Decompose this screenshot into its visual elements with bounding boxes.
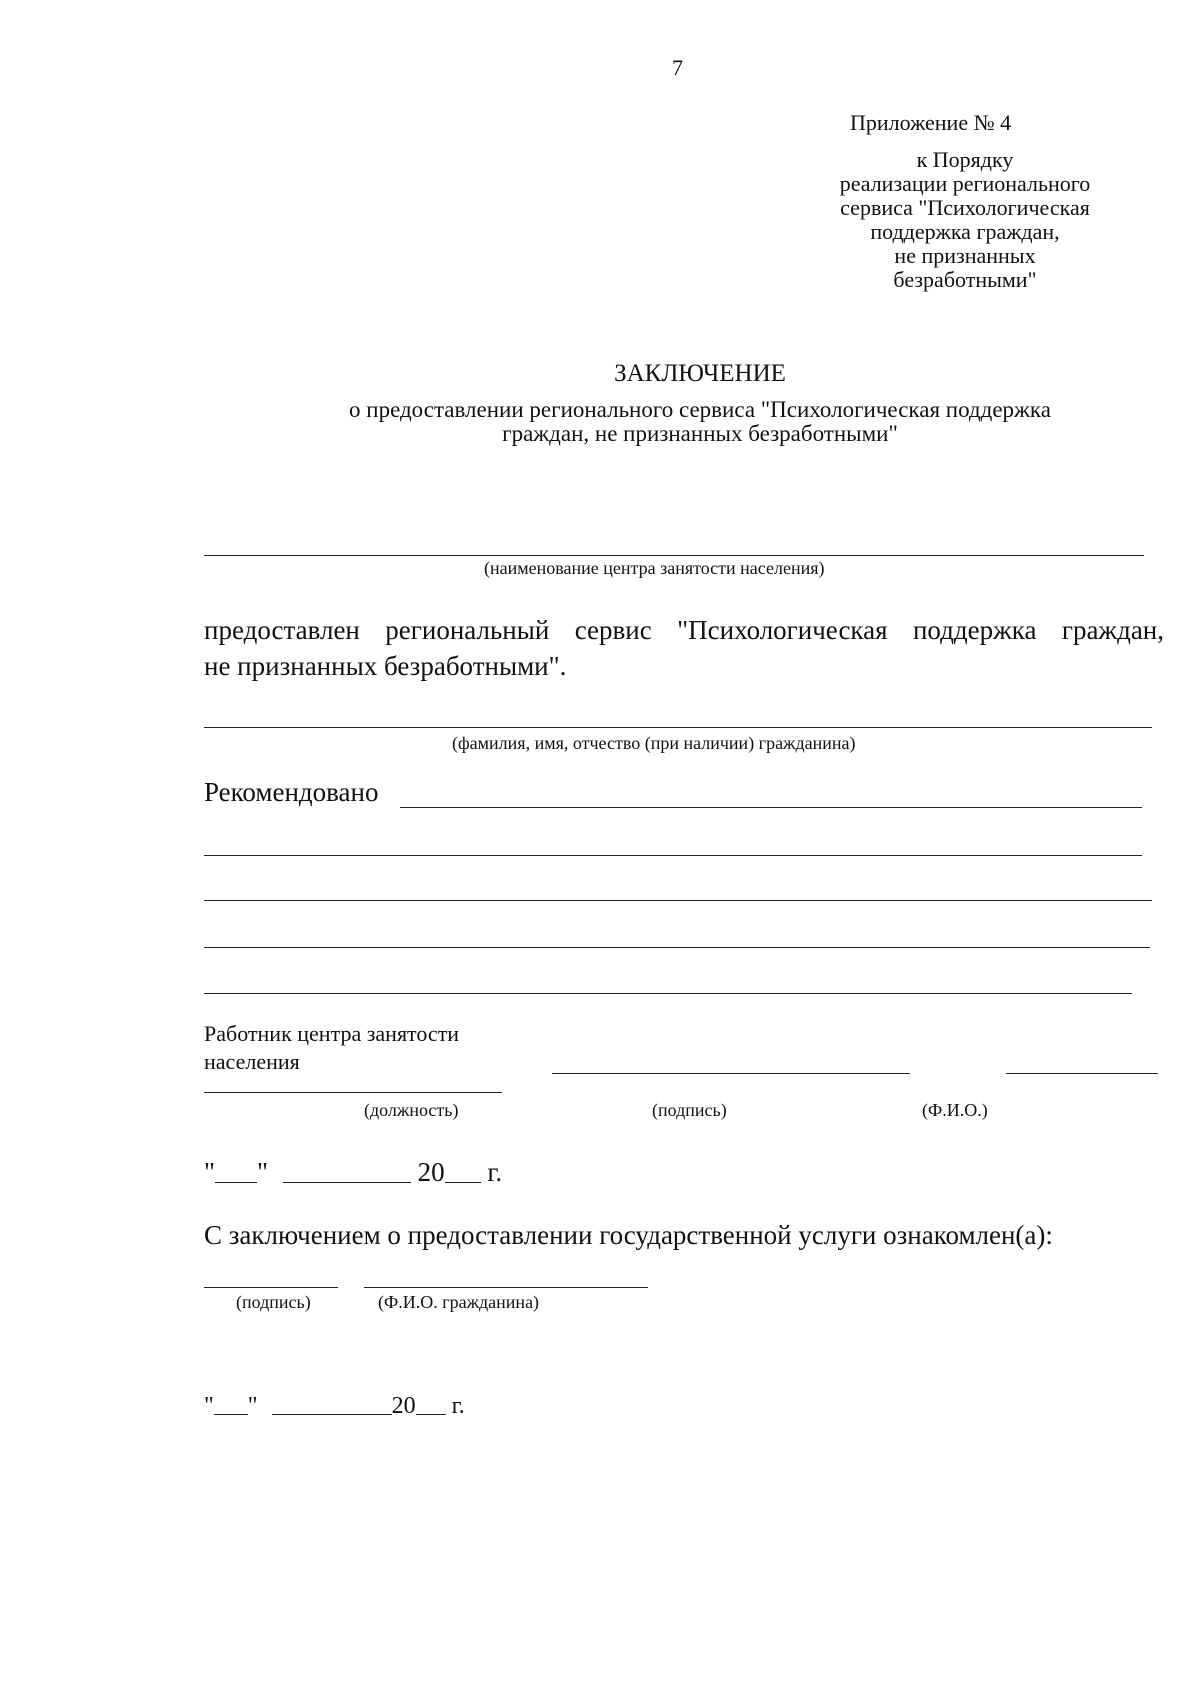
appendix-line: безработными": [893, 267, 1037, 292]
center-name-line[interactable]: [204, 555, 1144, 556]
appendix-title: Приложение № 4: [850, 110, 1012, 135]
date-year-blank[interactable]: [445, 1182, 481, 1183]
appendix-reference: [780, 148, 1150, 292]
recommended-line-1[interactable]: [400, 807, 1142, 808]
appendix-line: к Порядку: [916, 147, 1014, 172]
position-caption: (должность): [364, 1100, 459, 1120]
citizen-name-line[interactable]: [204, 727, 1152, 728]
ack-date-year-suffix: г.: [451, 1393, 465, 1419]
document-subtitle: [200, 398, 1200, 446]
ack-date-field: [204, 1393, 465, 1420]
citizen-name-caption: (фамилия, имя, отчество (при наличии) гражданина): [452, 733, 856, 753]
document-title: ЗАКЛЮЧЕНИЕ: [614, 360, 786, 387]
worker-label-line-2: населения: [204, 1049, 300, 1074]
ack-date-month-blank[interactable]: [272, 1414, 392, 1415]
acknowledgement-text: С заключением о предоставлении государственной услуги ознакомлен(а):: [204, 1220, 1053, 1250]
worker-label-line-1: Работник центра занятости: [204, 1021, 460, 1046]
appendix-line: сервиса "Психологическая: [840, 195, 1090, 220]
fio-line[interactable]: [1006, 1073, 1158, 1074]
signature-caption: (подпись): [652, 1100, 727, 1120]
subtitle-line-1: о предоставлении регионального сервиса "Психологическая поддержка: [349, 397, 1051, 422]
ack-date-year-prefix: 20: [391, 1393, 416, 1419]
recommended-line-3[interactable]: [204, 900, 1152, 901]
recommended-label: Рекомендовано: [204, 777, 379, 807]
provided-line-1: предоставлен региональный сервис "Психологическая поддержка граждан,: [204, 615, 1164, 645]
recommended-line-2[interactable]: [204, 855, 1142, 856]
appendix-line: реализации регионального: [839, 171, 1091, 196]
signature-line[interactable]: [552, 1073, 910, 1074]
ack-signature-caption: (подпись): [236, 1292, 311, 1312]
date-field: [204, 1157, 502, 1188]
center-name-caption: (наименование центра занятости населения): [484, 558, 825, 578]
page-number: 7: [672, 55, 683, 80]
provided-service-text: [204, 612, 1164, 684]
appendix-line: не признанных: [894, 243, 1036, 268]
ack-signature-line[interactable]: [204, 1287, 338, 1288]
recommended-line-4[interactable]: [204, 947, 1150, 948]
provided-line-2: не признанных безработными".: [204, 651, 567, 681]
recommended-line-5[interactable]: [204, 993, 1132, 994]
date-year-prefix: 20: [417, 1157, 445, 1187]
fio-caption: (Ф.И.О.): [922, 1100, 988, 1120]
ack-date-year-blank[interactable]: [416, 1414, 446, 1415]
appendix-line: поддержка граждан,: [870, 219, 1060, 244]
date-quote-close: ": [257, 1157, 269, 1187]
date-year-suffix: г.: [487, 1157, 503, 1187]
date-month-blank[interactable]: [283, 1182, 411, 1183]
ack-fio-caption: (Ф.И.О. гражданина): [378, 1292, 540, 1312]
ack-fio-line[interactable]: [364, 1287, 648, 1288]
ack-date-quote-close: ": [247, 1393, 258, 1419]
ack-date-day-blank[interactable]: [214, 1414, 248, 1415]
date-quote-open: ": [204, 1157, 216, 1187]
position-line[interactable]: [204, 1092, 502, 1093]
ack-date-quote-open: ": [204, 1393, 214, 1419]
worker-label: [204, 1020, 459, 1076]
subtitle-line-2: граждан, не признанных безработными": [502, 421, 898, 446]
date-day-blank[interactable]: [215, 1182, 257, 1183]
